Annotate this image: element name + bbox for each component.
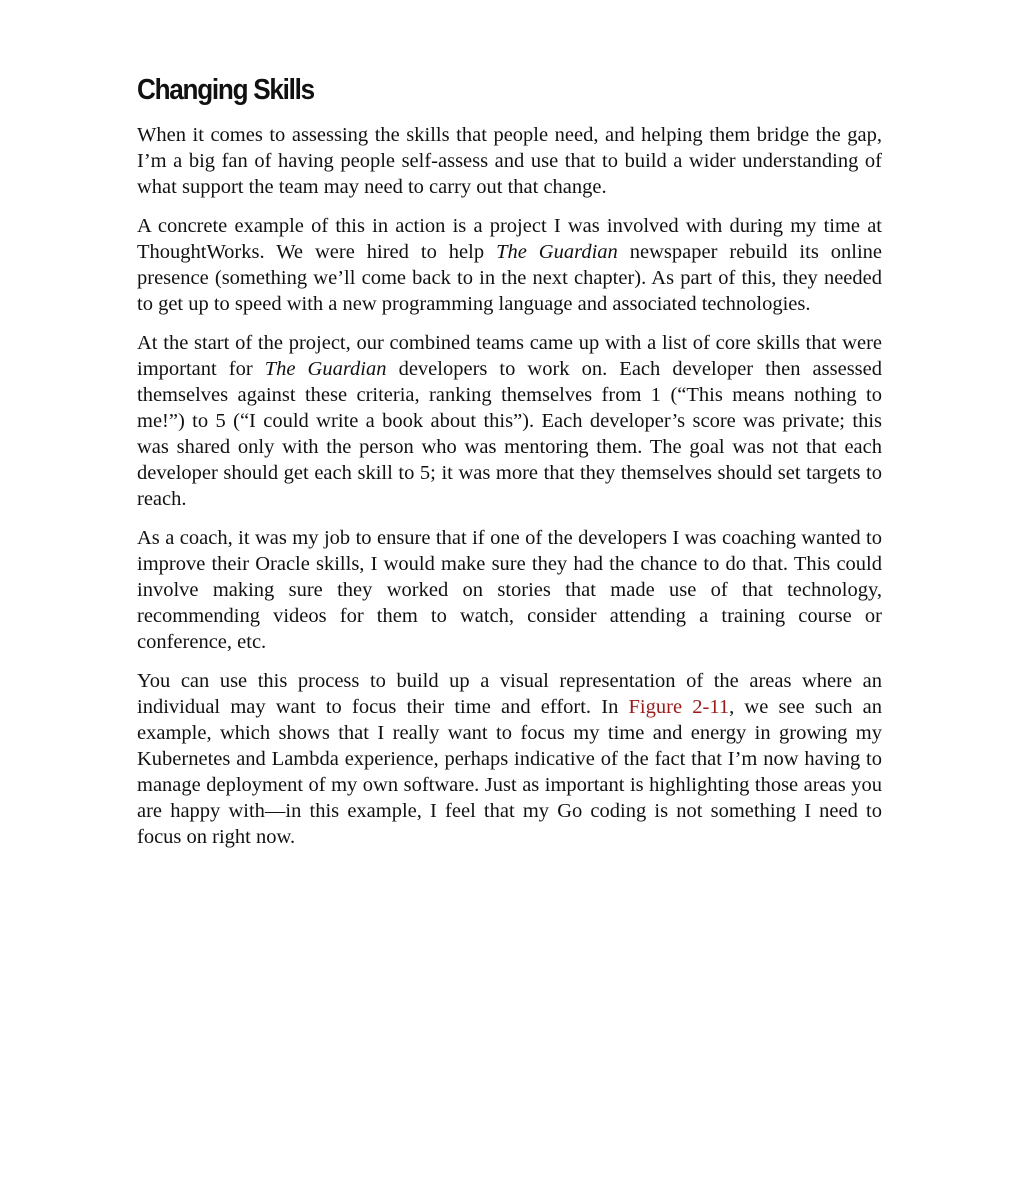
paragraph-3-text-after: developers to work on. Each developer then assessed themselves against these criteria, ranking themselves from 1 (“This means nothing to me!”) to 5 (“I could write a book about this”). Each developer’s score was private; this was shared only with the person who was mentoring them. The goal was not that each developer should get each skill to 5; it was more that they themselves should set targets to reach.: [137, 358, 882, 510]
publication-title: The Guardian: [496, 241, 618, 263]
paragraph-2-text-before: A concrete example of this in action is a project I was involved with during my time at ThoughtWorks. We were hired to help: [137, 215, 882, 263]
paragraph-1-text: When it comes to assessing the skills that people need, and helping them bridge the gap, I’m a big fan of having people self-assess and use that to build a wider understanding of what support the team may need to carry out that change.: [137, 124, 882, 198]
paragraph-5-text-after: , we see such an example, which shows that I really want to focus my time and energy in growing my Kubernetes and Lambda experience, perhaps indicative of the fact that I’m now having to manage deployment of my own software. Just as important is highlighting those areas you are happy with—in this example, I feel that my Go coding is not something I need to focus on right now.: [137, 696, 882, 848]
paragraph-5: [137, 668, 882, 850]
publication-title: The Guardian: [264, 358, 387, 380]
figure-reference-link[interactable]: Figure 2-11: [628, 696, 730, 718]
paragraph-2: [137, 213, 882, 317]
paragraph-4: [137, 525, 882, 655]
paragraph-5-text-before: You can use this process to build up a visual representation of the areas where an individual may want to focus their time and effort. In: [137, 670, 882, 718]
paragraph-4-text: As a coach, it was my job to ensure that if one of the developers I was coaching wanted to improve their Oracle skills, I would make sure they had the chance to do that. This could involve making sure they worked on stories that made use of that technology, recommending videos for them to watch, consider attending a training course or conference, etc.: [137, 527, 882, 653]
paragraph-1: [137, 122, 882, 200]
document-page: [137, 68, 882, 863]
paragraph-3-text-before: At the start of the project, our combined teams came up with a list of core skills that were important for: [137, 332, 882, 380]
paragraph-2-text-after: newspaper rebuild its online presence (something we’ll come back to in the next chapter). As part of this, they needed to get up to speed with a new programming language and associated technologies.: [137, 241, 883, 315]
section-title: Changing Skills: [137, 74, 314, 106]
paragraph-3: [137, 330, 882, 512]
